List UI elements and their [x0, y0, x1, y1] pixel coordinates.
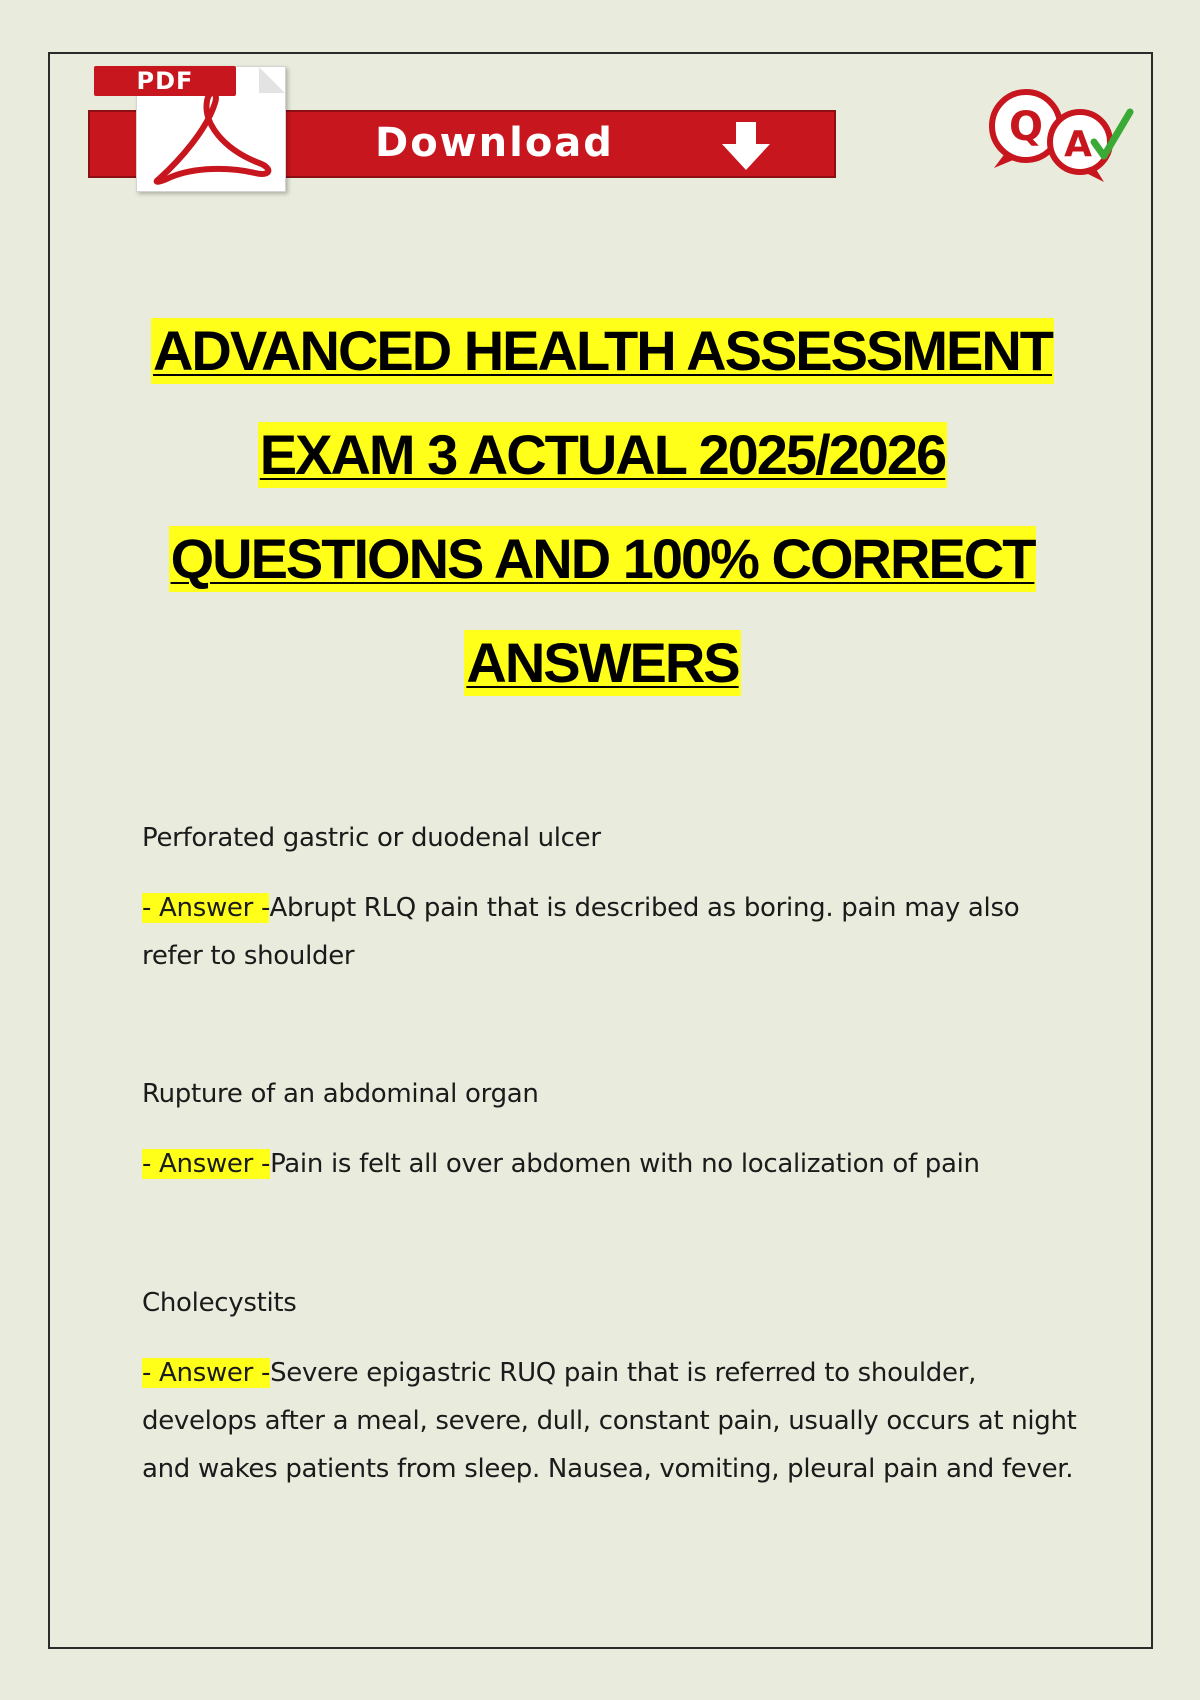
answer-text — [142, 1140, 1082, 1188]
download-arrow-icon[interactable] — [716, 118, 776, 174]
a-letter: A — [1064, 124, 1092, 165]
answer-body: Severe epigastric RUQ pain that is referred to shoulder, develops after a meal, severe, dull, constant pain, usually occurs at night and wakes patients from sleep. Nausea, vomiting, pleural pain and fever. — [142, 1358, 1077, 1484]
title-line-1: ADVANCED HEALTH ASSESSMENT — [152, 319, 1052, 382]
pdf-label: PDF — [94, 66, 236, 96]
title-line-2: EXAM 3 ACTUAL 2025/2026 — [259, 423, 946, 486]
qa-item — [142, 1283, 1082, 1493]
answer-body: Abrupt RLQ pain that is described as boring. pain may also refer to shoulder — [142, 893, 1020, 971]
answer-body: Pain is felt all over abdomen with no localization of pain — [270, 1149, 980, 1179]
title-line-4: ANSWERS — [466, 631, 739, 694]
document-title — [60, 318, 1145, 734]
qa-item — [142, 1074, 1082, 1283]
title-line-3: QUESTIONS AND 100% CORRECT — [170, 527, 1035, 590]
question-text: Rupture of an abdominal organ — [142, 1079, 539, 1109]
qa-logo — [980, 82, 1140, 186]
answer-prefix: - Answer - — [142, 1358, 271, 1388]
answer-prefix: - Answer - — [142, 893, 270, 923]
answer-text — [142, 884, 1082, 980]
pdf-download-banner[interactable] — [88, 62, 836, 190]
q-letter: Q — [1008, 104, 1044, 150]
answer-prefix: - Answer - — [142, 1149, 271, 1179]
question-text: Cholecystits — [142, 1288, 297, 1318]
question-text: Perforated gastric or duodenal ulcer — [142, 823, 601, 853]
qa-list — [142, 818, 1082, 1493]
answer-text — [142, 1349, 1082, 1493]
qa-item — [142, 818, 1082, 1074]
download-label[interactable]: Download — [375, 120, 614, 166]
